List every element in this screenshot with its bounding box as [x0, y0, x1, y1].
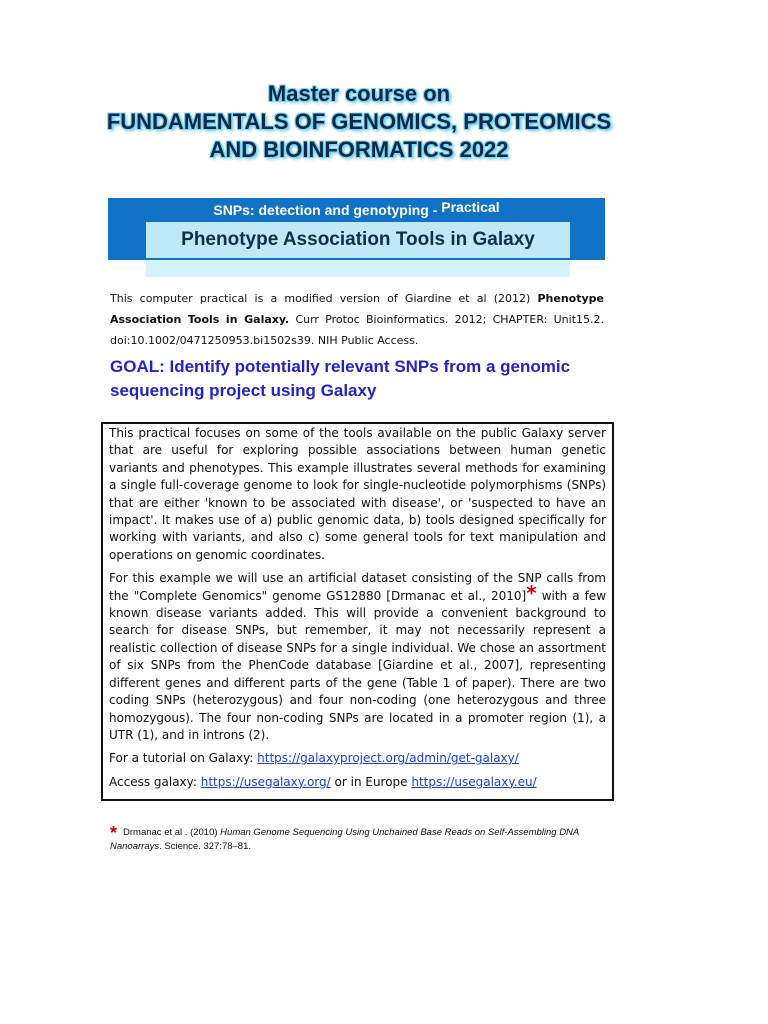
description-para-1: This practical focuses on some of the tools available on the public Galaxy server that are useful for exploring possible associations between human genetic variants and phenotypes. This example illustrates several methods for examining a single full-coverage genome to look for single-nucleotide polymorphisms (SNPs) that are either 'known to be associated with disease', or 'suspected to have an impact'. It makes use of a) public genomic data, b) tools designed specifically for working with variants, and also c) some general tools for text manipulation and operations on genomic coordinates.	[109, 426, 606, 562]
goal-heading: GOAL: Identify potentially relevant SNPs from a genomic sequencing project using Galaxy	[110, 357, 571, 400]
footnote-rest: . Science. 327:78–81.	[159, 841, 252, 852]
para-2-text-a: For this example we will use an artificial dataset consisting of the SNP calls from the "Complete Genomics" genome GS12880 [Drmanac et al., 2010]	[109, 571, 606, 603]
tutorial-label: For a tutorial on Galaxy:	[109, 751, 258, 766]
footnote-authors: Drmanac et al . (2010)	[123, 827, 221, 838]
footnote-star-marker: *	[526, 580, 537, 605]
access-label: Access galaxy:	[109, 774, 201, 789]
intro-paragraph	[110, 288, 604, 351]
usegalaxy-eu-link[interactable]: https://usegalaxy.eu/	[411, 774, 537, 789]
banner-subtitle-text: SNPs: detection and genotyping -	[213, 202, 442, 218]
intro-text-1: This computer practical is a modified version of Giardine et al (2012)	[110, 292, 538, 305]
banner-strip	[146, 260, 570, 277]
intro-paper-title: Phenotype Association Tools in Galaxy.	[110, 292, 604, 326]
tutorial-link[interactable]: https://galaxyproject.org/admin/get-galaxy/	[257, 751, 519, 766]
course-title	[0, 80, 718, 164]
title-line-2: FUNDAMENTALS OF GENOMICS, PROTEOMICS	[106, 109, 612, 134]
description-para-2	[109, 570, 606, 744]
footnote-star: *	[110, 823, 118, 843]
title-line-3: AND BIOINFORMATICS 2022	[209, 137, 509, 162]
practical-banner	[108, 198, 605, 260]
access-line	[109, 774, 606, 791]
footnote-title: Human Genome Sequencing Using Unchained Base Reads on Self-Assembling DNA Nanoarrays	[110, 827, 579, 852]
description-box	[101, 422, 614, 801]
banner-subtitle	[108, 199, 605, 218]
para-2-text-b: with a few known disease variants added. This will provide a convenient background to search for disease SNPs, but remember, it may not necessarily represent a realistic collection of disease SNPs for a single individual. We chose an assortment of six SNPs from the PhenCode database [Giardine et al., 2007], representing different genes and different parts of the gene (Table 1 of paper). There are two coding SNPs (heterozygous) and four non-coding (one heterozygous and three homozygous). The four non-coding SNPs are located in a promoter region (1), a UTR (1), and in introns (2).	[109, 588, 607, 742]
banner-practical-tag: Practical	[441, 199, 500, 215]
banner-heading: Phenotype Association Tools in Galaxy	[146, 222, 570, 258]
footnote	[110, 822, 604, 854]
intro-text-2: Curr Protoc Bioinformatics. 2012; CHAPTER: Unit15.2. doi:10.1002/0471250953.bi1502s39. NIH Public Access.	[110, 313, 604, 347]
tutorial-line	[109, 750, 606, 767]
access-mid-text: or in Europe	[330, 774, 412, 789]
usegalaxy-org-link[interactable]: https://usegalaxy.org/	[200, 774, 331, 789]
title-line-1: Master course on	[267, 81, 451, 106]
